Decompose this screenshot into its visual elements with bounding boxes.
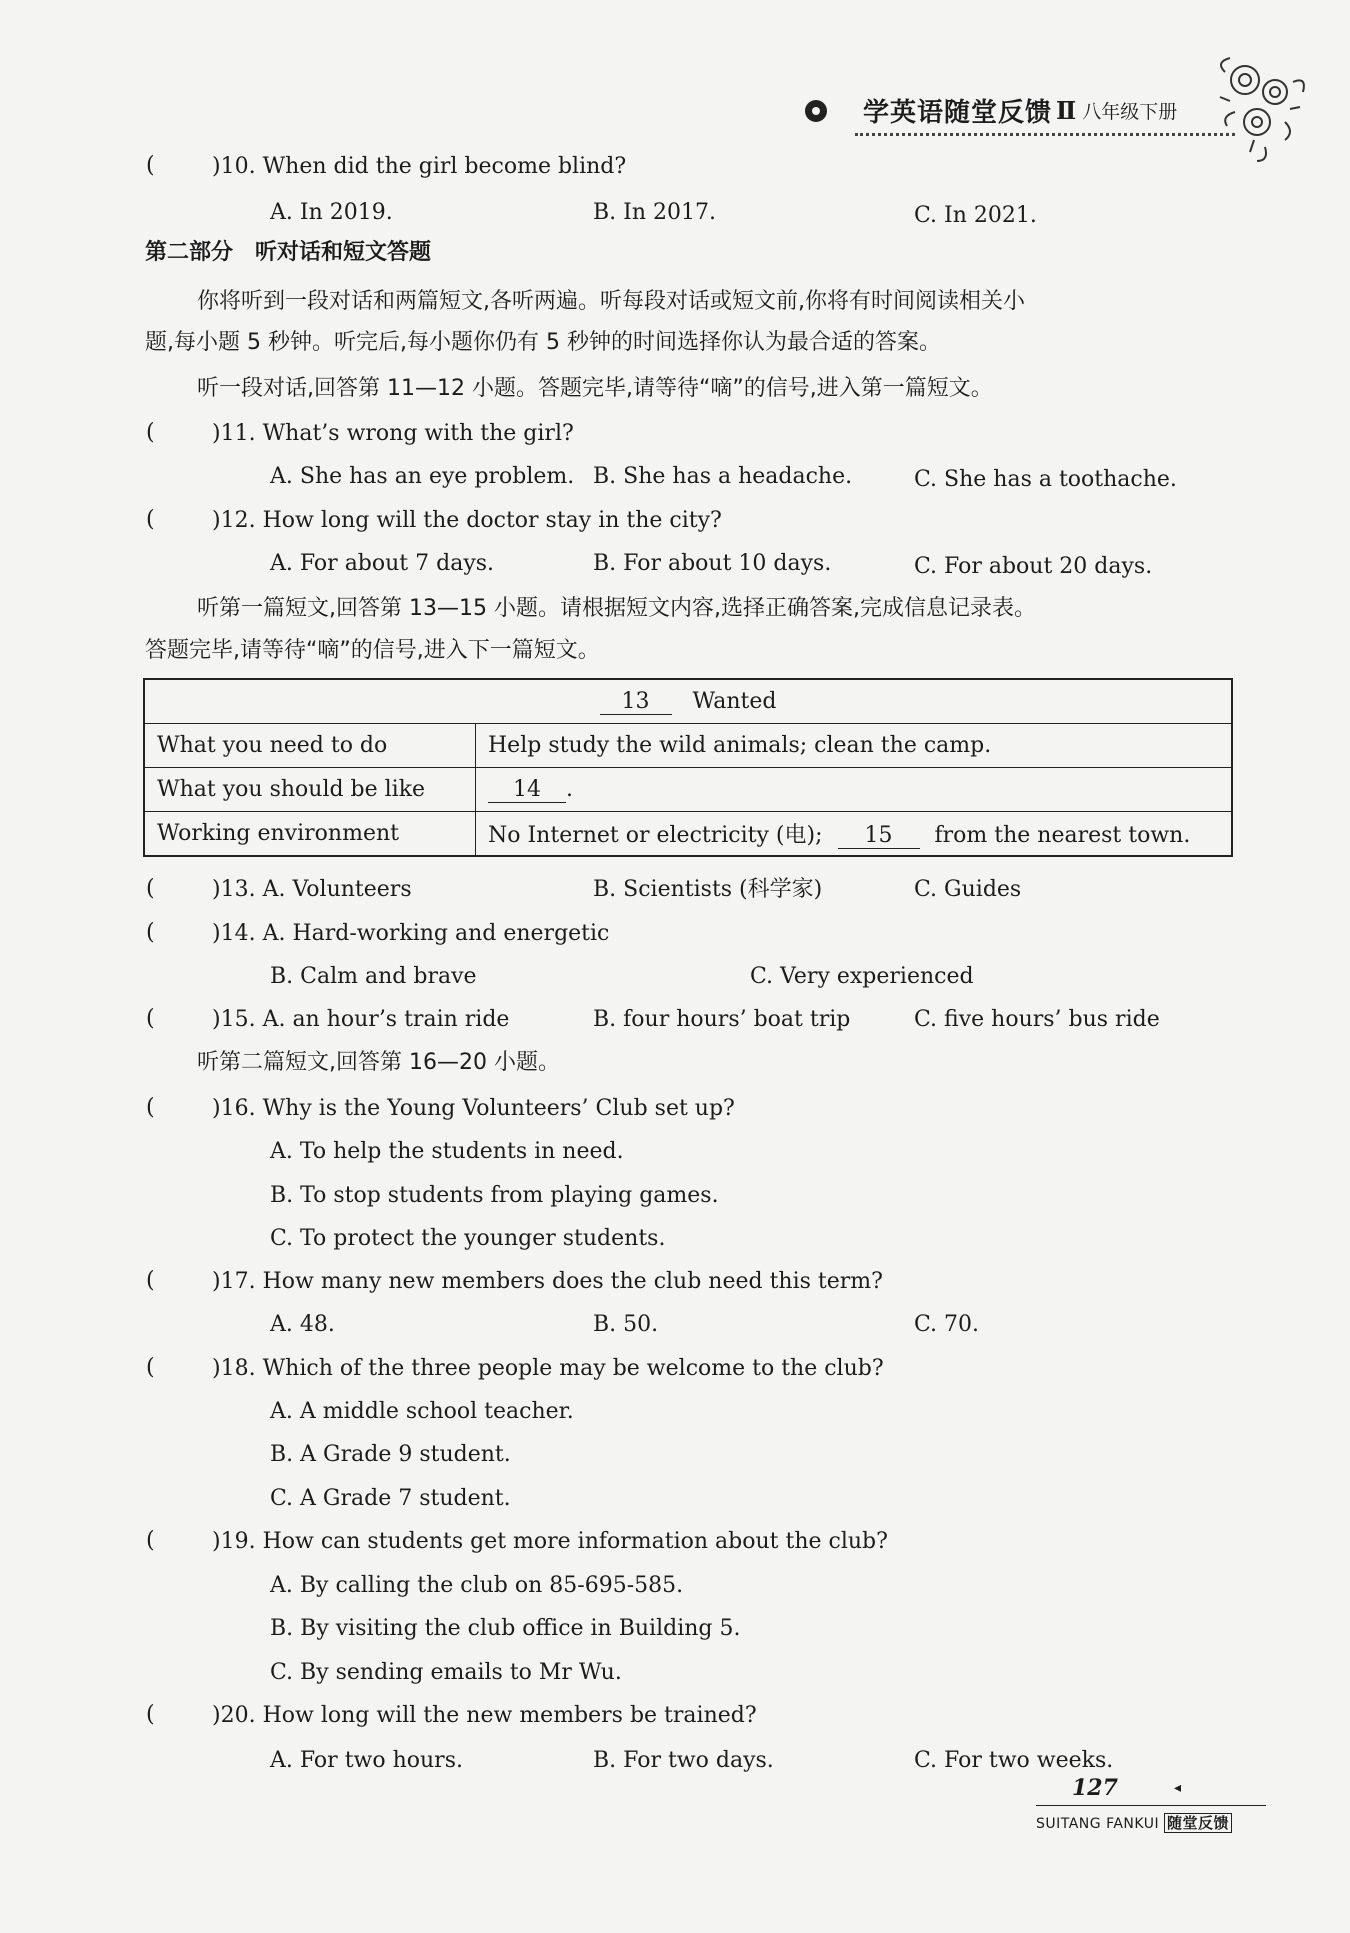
row-text: from the nearest town. (934, 823, 1191, 848)
option-b: B. To stop students from playing games. (270, 1183, 719, 1208)
option-b: B. Calm and brave (270, 964, 477, 989)
brand-cn: 随堂反馈 (1164, 1813, 1232, 1833)
table-row (144, 724, 1232, 768)
table-row (144, 812, 1232, 857)
option-a: A. To help the students in need. (270, 1139, 624, 1164)
option-c: C. 70. (914, 1312, 980, 1337)
option-c: C. For two weeks. (914, 1748, 1114, 1773)
option-a: A. A middle school teacher. (270, 1399, 574, 1424)
option-b: B. For two days. (593, 1748, 774, 1773)
answer-paren: ( (146, 1528, 155, 1553)
answer-paren: ( (146, 153, 155, 178)
answer-paren: ( (146, 1268, 155, 1293)
question-stem: )16. Why is the Young Volunteers’ Club set up? (212, 1096, 735, 1121)
answer-paren: ( (146, 1006, 155, 1031)
answer-paren: ( (146, 920, 155, 945)
instruction-line: 听第二篇短文,回答第 16—20 小题。 (197, 1050, 560, 1075)
option-c: C. five hours’ bus ride (914, 1007, 1160, 1032)
instruction-line: 听第一篇短文,回答第 13—15 小题。请根据短文内容,选择正确答案,完成信息记录表。 (197, 596, 1036, 621)
row-label: What you should be like (144, 768, 476, 812)
option-b: B. In 2017. (593, 200, 716, 225)
option-c: C. Very experienced (750, 964, 974, 989)
answer-blank[interactable]: 13 (600, 689, 672, 715)
book-title: 学英语随堂反馈 (863, 98, 1053, 128)
running-header (805, 92, 1177, 129)
option-b: B. For about 10 days. (593, 551, 832, 576)
question-stem: )11. What’s wrong with the girl? (212, 421, 574, 446)
option-a: A. 48. (270, 1312, 335, 1337)
page-number: 127 (1072, 1775, 1118, 1801)
option-a: A. For about 7 days. (270, 551, 495, 576)
option-a: A. By calling the club on 85-695-585. (270, 1573, 684, 1598)
book-volume: Ⅱ (1056, 96, 1077, 125)
option-a: A. She has an eye problem. (270, 464, 575, 489)
answer-paren: ( (146, 507, 155, 532)
option-c: C. A Grade 7 student. (270, 1486, 511, 1511)
option-a: A. For two hours. (270, 1748, 463, 1773)
option-c: C. To protect the younger students. (270, 1226, 666, 1251)
brand-latin: SUITANG FANKUI (1036, 1816, 1160, 1832)
book-grade: 八年级下册 (1082, 101, 1178, 123)
arrow-left-icon: ◂ (1174, 1780, 1182, 1796)
row-label: What you need to do (144, 724, 476, 768)
row-value: Help study the wild animals; clean the camp. (476, 724, 1233, 768)
option-c: C. In 2021. (914, 203, 1037, 228)
info-record-table (143, 678, 1233, 857)
footer-rule (1036, 1805, 1266, 1806)
question-stem: )13. A. Volunteers (212, 877, 412, 902)
answer-blank[interactable]: 14 (488, 777, 566, 803)
row-value (476, 768, 1233, 812)
option-b: B. She has a headache. (593, 464, 853, 489)
answer-paren: ( (146, 1355, 155, 1380)
section-title: 第二部分 听对话和短文答题 (145, 240, 432, 265)
instruction-line: 听一段对话,回答第 11—12 小题。答题完毕,请等待“嘀”的信号,进入第一篇短文。 (197, 376, 993, 401)
table-row (144, 768, 1232, 812)
option-c: C. She has a toothache. (914, 467, 1177, 492)
row-punct: . (566, 776, 573, 802)
question-stem: )20. How long will the new members be trained? (212, 1703, 757, 1728)
option-c: C. By sending emails to Mr Wu. (270, 1660, 622, 1685)
question-stem: )18. Which of the three people may be welcome to the club? (212, 1356, 884, 1381)
question-stem: )15. A. an hour’s train ride (212, 1007, 510, 1032)
option-b: B. 50. (593, 1312, 659, 1337)
row-text: No Internet or electricity (电); (488, 823, 823, 848)
question-stem: )10. When did the girl become blind? (212, 154, 627, 179)
table-title: Wanted (692, 688, 777, 714)
table-header-row (144, 679, 1232, 724)
option-b: B. By visiting the club office in Building 5. (270, 1616, 741, 1641)
bullet-icon (805, 100, 827, 122)
question-stem: )12. How long will the doctor stay in the city? (212, 508, 722, 533)
question-stem: )14. A. Hard-working and energetic (212, 921, 610, 946)
table-title-cell (144, 679, 1232, 724)
answer-paren: ( (146, 1095, 155, 1120)
footer-brand (1036, 1812, 1232, 1833)
instruction-line: 答题完毕,请等待“嘀”的信号,进入下一篇短文。 (145, 638, 600, 663)
instruction-line: 题,每小题 5 秒钟。听完后,每小题你仍有 5 秒钟的时间选择你认为最合适的答案。 (145, 330, 941, 355)
instruction-line: 你将听到一段对话和两篇短文,各听两遍。听每段对话或短文前,你将有时间阅读相关小 (197, 289, 1025, 314)
option-c: C. Guides (914, 877, 1022, 902)
answer-paren: ( (146, 420, 155, 445)
option-c: C. For about 20 days. (914, 554, 1153, 579)
answer-blank[interactable]: 15 (838, 823, 920, 849)
question-stem: )19. How can students get more information about the club? (212, 1529, 888, 1554)
answer-paren: ( (146, 1702, 155, 1727)
option-b: B. Scientists (科学家) (593, 877, 823, 902)
option-b: B. A Grade 9 student. (270, 1442, 511, 1467)
row-value (476, 812, 1233, 857)
answer-paren: ( (146, 876, 155, 901)
option-a: A. In 2019. (270, 200, 393, 225)
question-stem: )17. How many new members does the club need this term? (212, 1269, 883, 1294)
header-dotted-rule (855, 133, 1235, 136)
row-label: Working environment (144, 812, 476, 857)
option-b: B. four hours’ boat trip (593, 1007, 851, 1032)
flower-decoration-icon (1205, 52, 1315, 172)
